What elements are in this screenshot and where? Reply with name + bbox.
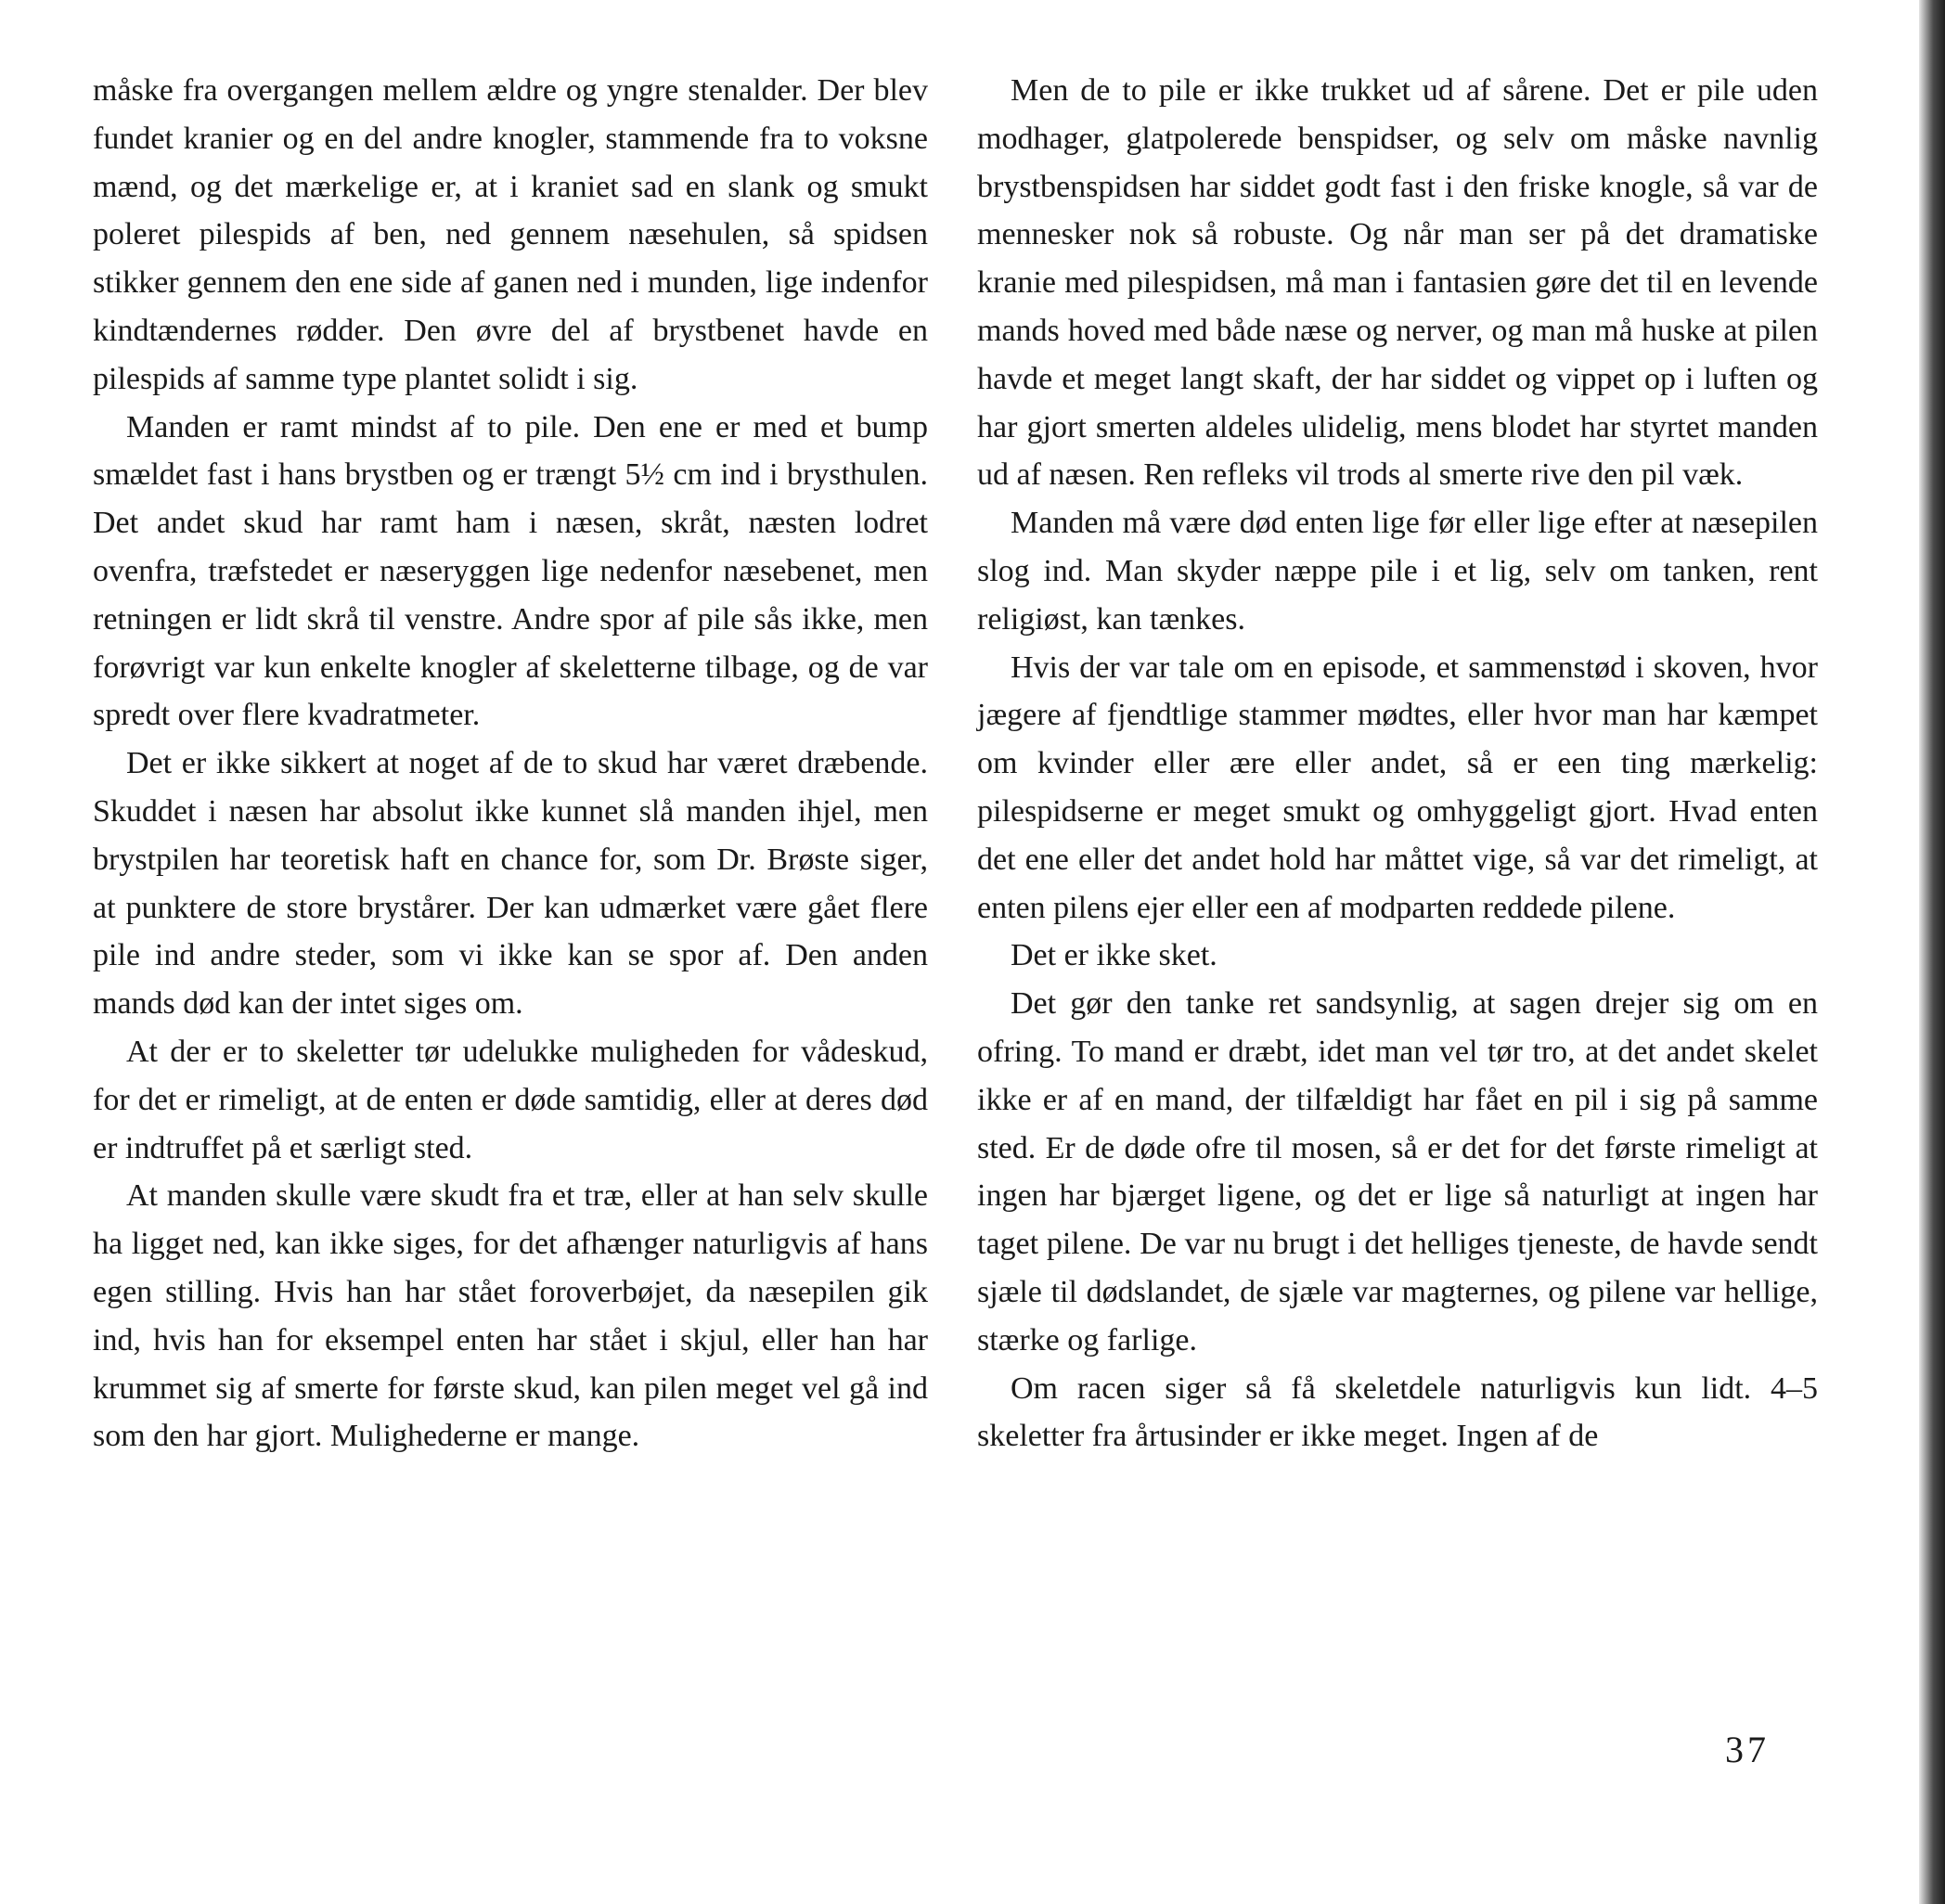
paragraph: At der er to skeletter tør udelukke muligheden for vådeskud, for det er rimeligt, at de enten er døde samtidig, eller at deres død er indtruffet på et særligt sted.: [93, 1034, 928, 1165]
right-column: [977, 67, 1818, 1460]
paragraph: måske fra overgangen mellem ældre og yngre stenalder. Der blev fundet kranier og en del andre knogler, stammende fra to voksne mænd, og det mærkelige er, at i kraniet sad en slank og smukt poleret pilespids af ben, ned gennem næsehulen, så spidsen stikker gennem den ene side af ganen ned i munden, lige indenfor kindtændernes rødder. Den øvre del af brystbenet havde en pilespids af samme type plantet solidt i sig.: [93, 73, 928, 396]
paragraph: Manden må være død enten lige før eller lige efter at næsepilen slog ind. Man skyder næppe pile i et lig, selv om tanken, rent religiøst, kan tænkes.: [977, 506, 1818, 637]
paragraph: Manden er ramt mindst af to pile. Den ene er med et bump smældet fast i hans brystben og er trængt 5½ cm ind i brysthulen. Det andet skud har ramt ham i næsen, skråt, næsten lodret ovenfra, træfstedet er næseryggen lige nedenfor næsebenet, men retningen er lidt skrå til venstre. Andre spor af pile sås ikke, men forøvrigt var kun enkelte knogler af skeletterne tilbage, og de var spredt over flere kvadratmeter.: [93, 409, 928, 733]
paragraph: At manden skulle være skudt fra et træ, eller at han selv skulle ha ligget ned, kan ikke siges, for det afhænger naturligvis af hans egen stilling. Hvis han har stået foroverbøjet, da næsepilen gik ind, hvis han for eksempel enten har stået i skjul, eller han har krummet sig af smerte for første skud, kan pilen meget vel gå ind som den har gjort. Mulighederne er mange.: [93, 1178, 928, 1454]
paragraph: Det er ikke sikkert at noget af de to skud har været dræbende. Skuddet i næsen har absolut ikke kunnet slå manden ihjel, men brystpilen har teoretisk haft en chance for, som Dr. Brøste siger, at punktere de store brystårer. Der kan udmærket være gået flere pile ind andre steder, som vi ikke kan se spor af. Den anden mands død kan der intet siges om.: [93, 746, 928, 1022]
left-column: [93, 67, 928, 1460]
page-number: 37: [1725, 1729, 1770, 1770]
paragraph: Om racen siger så få skeletdele naturligvis kun lidt. 4–5 skeletter fra årtusinder er ikke meget. Ingen af de: [977, 1370, 1818, 1454]
page-edge-shadow: [1919, 0, 1945, 1904]
paragraph: Det gør den tanke ret sandsynlig, at sagen drejer sig om en ofring. To mand er dræbt, idet man vel tør tro, at det andet skelet ikke er af en mand, der tilfældigt har fået en pil i sig på samme sted. Er de døde ofre til mosen, så er det for det første rimeligt at ingen har bjærget ligene, og det er lige så naturligt at ingen har taget pilene. De var nu brugt i det helliges tjeneste, de havde sendt sjæle til dødslandet, de sjæle var magternes, og pilene var hellige, stærke og farlige.: [977, 986, 1818, 1357]
paragraph: Det er ikke sket.: [1011, 938, 1217, 973]
paragraph: Hvis der var tale om en episode, et sammenstød i skoven, hvor jægere af fjendtlige stammer mødtes, eller hvor man har kæmpet om kvinder eller ære eller andet, så er een ting mærkelig: pilespidserne er meget smukt og omhyggeligt gjort. Hvad enten det ene eller det andet hold har måttet vige, så var det rimeligt, at enten pilens ejer eller een af modparten reddede pilene.: [977, 650, 1818, 925]
paragraph: Men de to pile er ikke trukket ud af sårene. Det er pile uden modhager, glatpolerede benspidser, og selv om måske navnlig brystbenspidsen har siddet godt fast i den friske knogle, så var de mennesker nok så robuste. Og når man ser på det dramatiske kranie med pilespidsen, må man i fantasien gøre det til en levende mands hoved med både næse og nerver, og man må huske at pilen havde et meget langt skaft, der har siddet og vippet op i luften og har gjort smerten aldeles ulidelig, mens blodet har styrtet manden ud af næsen. Ren refleks vil trods al smerte rive den pil væk.: [977, 73, 1818, 493]
